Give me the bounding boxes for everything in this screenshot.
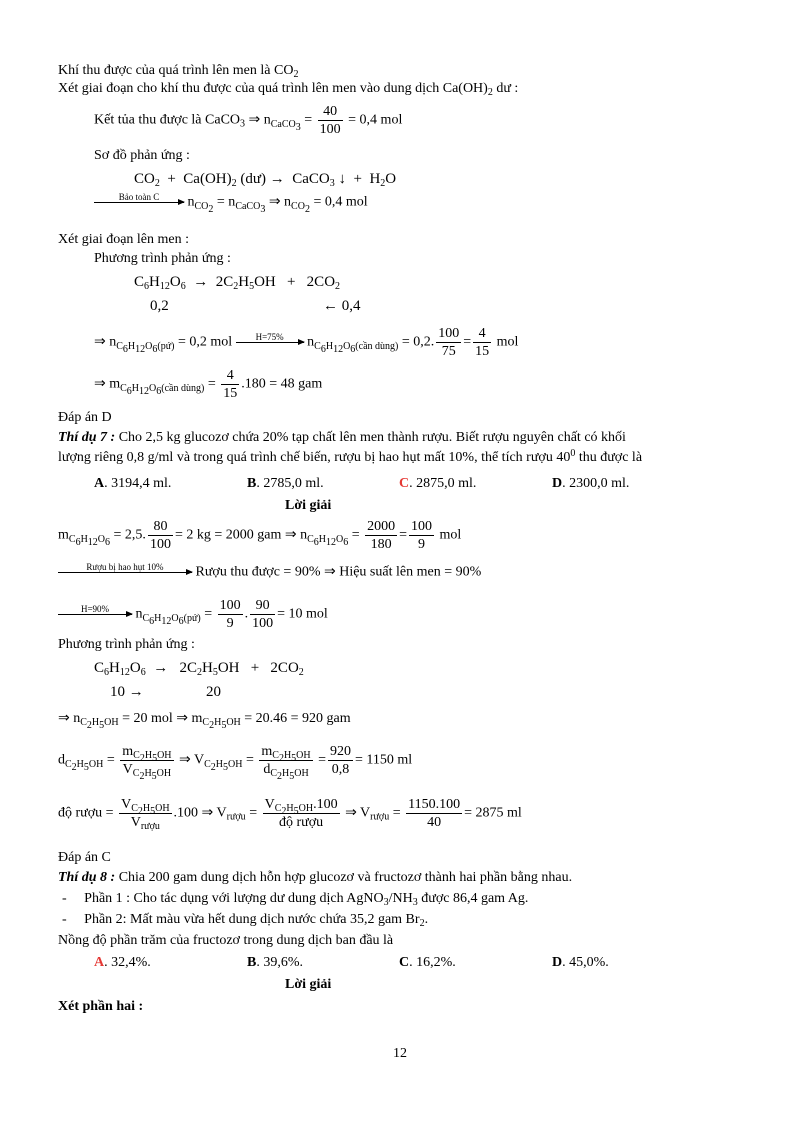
numerator: 920	[330, 744, 352, 759]
denominator: 75	[441, 344, 456, 359]
subscript: 3	[383, 897, 389, 908]
result: = 10 mol	[277, 606, 328, 622]
bullet-part2: - Phần 2: Mất màu vừa hết dung dịch nước chứa 35,2 gam $Br_2$.	[62, 912, 429, 929]
text: Phương trình phản ứng :	[94, 251, 231, 266]
value: ← 0,4	[323, 298, 361, 314]
value: = 20.46 = 920 gam	[244, 711, 351, 726]
denominator: 40	[427, 815, 442, 830]
text: Kết tủa thu được là CaCO	[94, 112, 241, 128]
arrow	[236, 332, 304, 353]
option-key: B	[247, 955, 257, 970]
value: 10 →	[110, 684, 144, 700]
text: Phần 2: Mất màu vừa hết dung dịch nước chứa 35,2 gam Br	[84, 912, 420, 927]
equation-glucose-pure: $m_{C_6H_{12}O_6} = 2,5$. $\frac{80}{100}$ = 2 kg = 2000 gam ⇒ $n_{C_6H_{12}O_6}$ = $\frac{2000}{180}$ = $\frac{100}{9}$ mol	[58, 519, 462, 552]
denominator: 9	[418, 537, 426, 552]
page-number: 12	[393, 1046, 407, 1061]
option-b	[247, 476, 324, 492]
reaction-ratio	[323, 297, 361, 315]
arrow	[94, 192, 184, 213]
example-7-line1	[58, 429, 626, 447]
reaction-ratio	[206, 683, 221, 701]
solution-heading	[285, 976, 331, 994]
option-text: . 2785,0 ml.	[256, 476, 324, 491]
result: = 0,4 mol	[313, 194, 368, 210]
denominator: 0,8	[331, 762, 350, 777]
equation-ethanol-mass: ⇒ $n_{C_2H_5OH} = 20$ mol ⇒ $m_{C_2H_5OH} = 20.46 = 920$ gam	[58, 711, 351, 731]
denominator: 100	[149, 537, 171, 552]
text-line	[58, 231, 189, 249]
value: = 0,2.	[401, 334, 435, 350]
fraction	[473, 325, 491, 360]
equation-bao-toan-c: Bảo toàn C $n_{CO_2} = n_{CaCO_3}$ ⇒ $n_{CO_2} = 0,4$ mol	[94, 192, 368, 213]
fraction	[409, 518, 434, 553]
bullet-part1: - Phần 1 : Cho tác dụng với lượng dư dung dịch $AgNO_3/NH_3$ được 86,4 gam Ag.	[62, 891, 529, 908]
value: 20	[206, 684, 221, 700]
text: Lời giải	[285, 498, 332, 513]
text: Khí thu được của quá trình lên men là CO	[58, 63, 294, 78]
example-8-line1	[58, 869, 572, 887]
equation-caco3: Kết tủa thu được là CaCO$_3$ ⇒ $n_{CaCO_3}$ = $\frac{40}{100}$ = 0,4 mol	[94, 104, 403, 137]
text: được 86,4 gam Ag.	[417, 891, 529, 906]
value: .100	[173, 805, 199, 821]
example-label: Thí dụ 7 :	[58, 430, 116, 445]
text-line	[94, 250, 231, 268]
text: thu được là	[575, 450, 643, 465]
denominator: 100	[252, 616, 274, 631]
subscript: rượu	[226, 811, 246, 823]
arrow-label: Bảo toàn C	[118, 192, 160, 202]
equation-glucose-needed: ⇒ $n_{C_6H_{12}O_6(pứ)} = 0,2$ mol H=75% $n_{C_6H_{12}O_6(cần dùng)} = 0,2$. $\frac{100}{75}$ = $\frac{4}{15}$ mol	[94, 326, 519, 359]
text: Đáp án D	[58, 410, 112, 425]
text-line	[94, 147, 190, 165]
text: dư :	[492, 81, 519, 96]
subscript: 3	[412, 897, 418, 908]
denominator: 15	[223, 386, 238, 401]
equation-loss: Rượu bị hao hụt 10% Rượu thu được = 90% ⇒ Hiệu suất lên men = 90%	[58, 562, 481, 583]
text: Đáp án C	[58, 850, 111, 865]
subscript: 2	[487, 87, 493, 98]
example-7-line2	[58, 449, 642, 467]
reaction-co2-caoh2: $CO_2 + Ca(OH)_2$ (dư) → CaCO$_3$ ↓ + $H_2O$	[134, 171, 397, 189]
reaction-ratio	[110, 683, 144, 701]
text: Hiệu suất lên men = 90%	[339, 564, 482, 580]
option-text: . 3194,4 ml.	[104, 476, 172, 491]
numerator: 80	[148, 518, 173, 536]
arrow	[58, 562, 192, 583]
result: = 2875 ml	[464, 805, 522, 821]
reaction-ratio	[150, 297, 169, 315]
text: Lời giải	[285, 977, 332, 992]
section-heading	[58, 998, 143, 1016]
option-key: D	[552, 476, 563, 491]
equation-alcohol-volume: độ rượu = $\frac{V_{C_2H_5OH}}{V_{rượu}}$ .100 ⇒ $V_{rượu}$ = $\frac{V_{C_2H_5OH}.100}{\text{độ rượu}}$ ⇒ $V_{rượu}$ = $\frac{1150.100}{40}$ = 2875 ml	[58, 797, 522, 832]
fraction	[250, 597, 275, 632]
text: .	[424, 912, 429, 927]
value: = 0,2 mol	[177, 334, 233, 350]
arrow-label: Rượu bị hao hụt 10%	[86, 562, 164, 572]
option-key: B	[247, 476, 257, 491]
option-key: D	[552, 955, 563, 970]
denominator: 100	[319, 122, 341, 137]
value: 0,2	[150, 298, 169, 314]
fraction	[365, 518, 397, 553]
option-text: . 39,6%.	[256, 955, 304, 970]
text: lượng riêng 0,8 g/ml và trong quá trình chế biến, rượu bị hao hụt mất 10%, thể tích rượu 40	[58, 450, 571, 465]
denominator: 180	[370, 537, 392, 552]
text-line	[58, 80, 518, 98]
option-key: A	[94, 476, 105, 491]
option-d	[552, 476, 629, 492]
numerator: 40	[318, 103, 343, 121]
fraction	[406, 796, 462, 831]
text: Xét phần hai :	[58, 999, 144, 1014]
option-text: . 2300,0 ml.	[562, 476, 630, 491]
subscript: 2	[419, 918, 425, 929]
text: Nồng độ phần trăm của fructozơ trong dung dịch ban đầu là	[58, 933, 394, 948]
subscript: rượu	[140, 821, 160, 832]
text: Xét giai đoạn lên men :	[58, 232, 190, 247]
text: độ rượu	[58, 805, 103, 821]
fraction	[318, 103, 343, 138]
option-a	[94, 476, 171, 492]
option-text: . 32,4%.	[104, 955, 151, 970]
value: .100	[313, 797, 338, 812]
option-b	[247, 955, 303, 971]
value: = 2 kg = 2000 gam	[174, 527, 282, 543]
text: Rượu thu được = 90%	[195, 564, 321, 580]
numerator: 100	[411, 519, 433, 534]
option-text: . 16,2%.	[409, 955, 456, 970]
arrow-label: H=75%	[255, 332, 284, 342]
text-line	[58, 62, 298, 80]
equation-glucose-reacted: H=90% $n_{C_6H_{12}O_6(pứ)}$ = $\frac{100}{9}$ . $\frac{90}{100}$ = 10 mol	[58, 597, 328, 632]
option-c	[399, 955, 456, 971]
subscript: 2	[293, 69, 299, 80]
superscript: 0	[570, 448, 576, 459]
numerator: 4	[221, 367, 239, 385]
reaction-fermentation-2: $C_6H_{12}O_6 \to 2C_2H_5OH + 2CO_2$	[94, 660, 304, 678]
arrow	[58, 604, 132, 625]
unit: mol	[496, 334, 519, 350]
text: Sơ đồ phản ứng :	[94, 148, 190, 163]
result: .180 = 48 gam	[241, 376, 323, 392]
numerator: 2000	[367, 519, 396, 534]
subscript: rượu	[370, 811, 390, 823]
option-key: C	[399, 476, 410, 491]
numerator: 1150.100	[408, 797, 461, 812]
unit: mol	[439, 527, 462, 543]
text: Chia 200 gam dung dịch hỗn hợp glucozơ và fructozơ thành hai phần bằng nhau.	[115, 870, 573, 885]
option-c	[399, 476, 476, 492]
fraction	[436, 325, 461, 360]
text: Phần 1 : Cho tác dụng với lượng dư dung dịch AgNO	[84, 891, 384, 906]
option-text: . 2875,0 ml.	[409, 476, 477, 491]
question-line	[58, 932, 393, 950]
reaction-fermentation: $C_6H_{12}O_6 \to 2C_2H_5OH + 2CO_2$	[134, 274, 341, 292]
fraction	[218, 597, 243, 632]
option-d	[552, 955, 609, 971]
text: Xét giai đoạn cho khí thu được của quá trình lên men vào dung dịch Ca(OH)	[58, 81, 488, 96]
answer-line	[58, 409, 112, 427]
example-label: Thí dụ 8 :	[58, 870, 116, 885]
result: = 1150 ml	[355, 752, 413, 768]
option-key: C	[399, 955, 410, 970]
option-a	[94, 955, 151, 971]
denominator: 15	[475, 344, 490, 359]
equation-glucose-mass: ⇒ $m_{C_6H_{12}O_6(cần dùng)}$ = $\frac{4}{15}$ .180 = 48 gam	[94, 368, 323, 401]
option-key: A	[94, 955, 105, 970]
solution-heading	[285, 497, 331, 515]
numerator: 4	[473, 325, 491, 343]
numerator: 100	[219, 598, 241, 613]
result: = 0,4 mol	[348, 112, 403, 128]
option-text: . 45,0%.	[562, 955, 609, 970]
numerator: 90	[250, 597, 275, 615]
fraction	[148, 518, 173, 553]
equation-ethanol-volume: $d_{C_2H_5OH}$ = $\frac{m_{C_2H_5OH}}{V_{C_2H_5OH}}$ ⇒ $V_{C_2H_5OH}$ = $\frac{m_{C_2H_5OH}}{d_{C_2H_5OH}}$ = $\frac{920}{0,8}$ = 1150 ml	[58, 744, 413, 782]
text: Phương trình phản ứng :	[58, 637, 195, 652]
numerator: 100	[438, 326, 460, 341]
answer-line	[58, 849, 111, 867]
denominator: độ rượu	[279, 815, 324, 830]
fraction	[328, 743, 353, 778]
arrow-label: H=90%	[80, 604, 110, 614]
text: /NH	[388, 891, 413, 906]
denominator: 9	[226, 616, 234, 631]
text: Cho 2,5 kg glucozơ chứa 20% tạp chất lên men thành rượu. Biết rượu nguyên chất có khối	[115, 430, 626, 445]
value: = 20 mol	[122, 711, 173, 726]
value: = 2,5.	[113, 527, 146, 543]
fraction	[221, 367, 239, 402]
text-line	[58, 636, 195, 654]
